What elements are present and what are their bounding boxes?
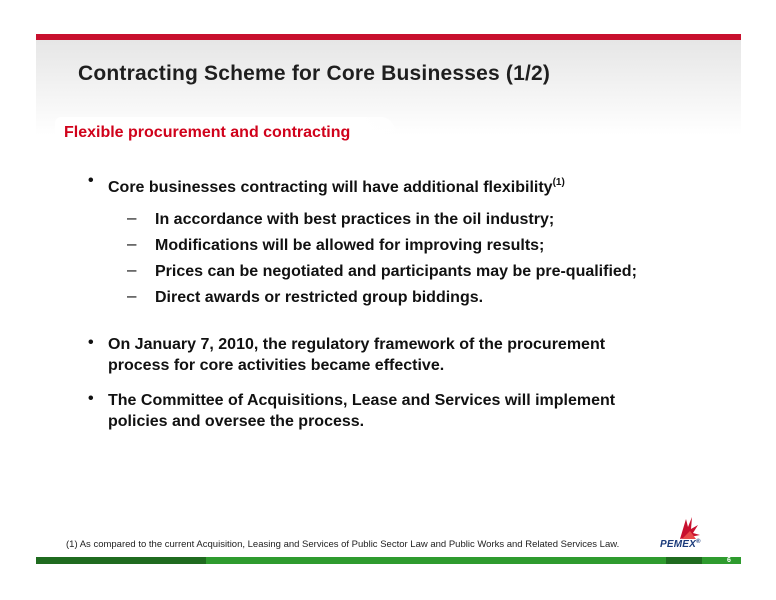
footer-bar-segment [666,557,702,564]
sub-item-text: Direct awards or restricted group biddings. [155,289,484,306]
footer-bar [36,557,741,564]
sub-item-text: In accordance with best practices in the oil industry; [155,211,555,228]
dash-marker: – [127,234,137,253]
footnote-reference: (1) [552,177,565,188]
sub-item-text: Prices can be negotiated and participants may be pre-qualified; [155,263,637,280]
bullet-marker: • [88,334,94,351]
bullet-text: On January 7, 2010, the regulatory framework of the procurement process for core activities became effective. [108,336,606,374]
bullet-text: Core businesses contracting will have additional flexibility$^{(1)}$ [108,177,565,196]
slide-title: Contracting Scheme for Core Businesses (1/2) [78,62,551,85]
sub-item-text: Modifications will be allowed for improving results; [155,237,545,254]
pemex-logo [660,515,716,551]
footnote: (1) As compared to the current Acquisition, Leasing and Services of Public Sector Law and Public Works and Related Services Law. [66,539,620,550]
bullet-marker: • [88,390,94,407]
bullet-text: The Committee of Acquisitions, Lease and Services will implement policies and oversee the process. [108,392,616,430]
pemex-eagle-icon [660,515,716,541]
bullet-marker: • [88,172,94,189]
page-number: 6 [727,557,731,564]
footer-bar-segment [36,557,206,564]
section-label: Flexible procurement and contracting [64,124,351,141]
dash-marker: – [127,260,137,279]
dash-marker: – [127,286,137,305]
dash-marker: – [127,208,137,227]
logo-text: PEMEX® [660,539,701,550]
